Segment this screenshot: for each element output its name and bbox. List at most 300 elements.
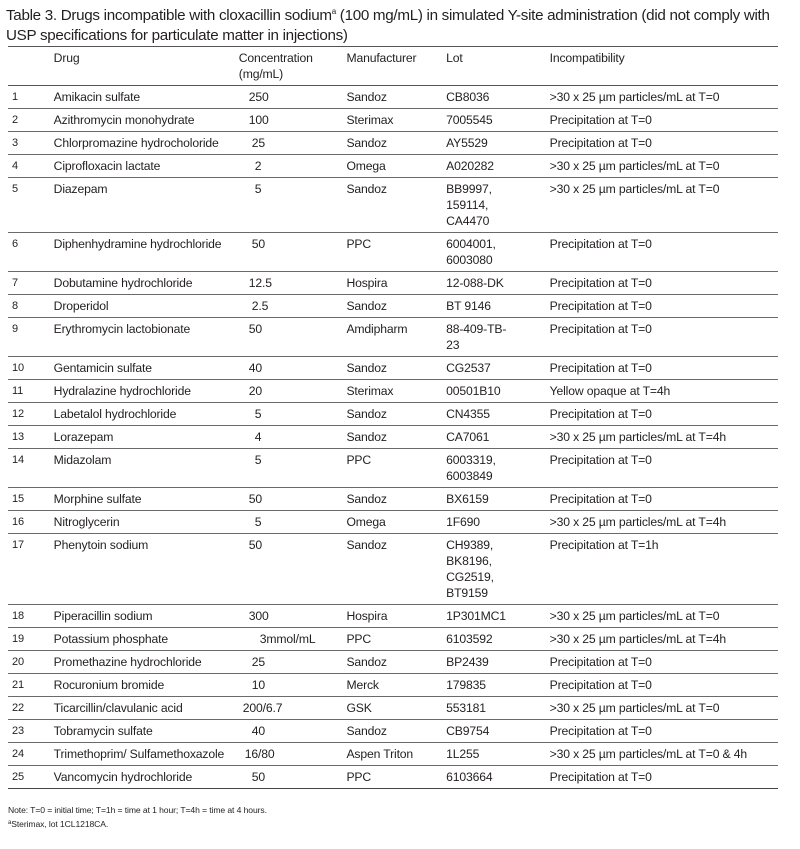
lot-number: 7005545 [446, 113, 493, 127]
concentration-cell [239, 488, 347, 511]
drug-name-cell [54, 605, 239, 628]
table-row [8, 357, 778, 380]
manufacturer: PPC [346, 632, 372, 646]
row-number-cell [8, 426, 54, 449]
lot-number-cell [446, 426, 550, 449]
row-number-cell [8, 766, 54, 789]
lot-number: A020282 [446, 159, 494, 173]
manufacturer: Hospira [346, 609, 388, 623]
table-row [8, 233, 778, 272]
manufacturer-cell [346, 511, 446, 534]
concentration-cell [239, 233, 347, 272]
lot-number-cell [446, 651, 550, 674]
lot-number-cell [446, 403, 550, 426]
drug-name-cell [54, 403, 239, 426]
lot-number: 1P301MC1 [446, 609, 506, 623]
concentration-cell [239, 766, 347, 789]
row-number: 18 [12, 610, 24, 622]
table-row [8, 488, 778, 511]
table-row [8, 511, 778, 534]
lot-number: BB9997, 159114, CA4470 [446, 182, 492, 228]
manufacturer: Sandoz [346, 492, 387, 506]
lot-number: 179835 [446, 678, 486, 692]
footnote-marker: a [8, 820, 12, 826]
table-row [8, 605, 778, 628]
manufacturer: Aspen Triton [346, 747, 414, 761]
concentration-cell [239, 628, 347, 651]
table-row [8, 697, 778, 720]
concentration: 300 [248, 609, 269, 623]
manufacturer-cell [346, 86, 446, 109]
concentration: 5 [254, 407, 262, 421]
concentration-cell [239, 449, 347, 488]
concentration: 5 [254, 182, 262, 196]
row-number: 2 [12, 114, 18, 126]
row-number-cell [8, 109, 54, 132]
incompatibility: Precipitation at T=0 [549, 770, 652, 784]
row-number: 3 [12, 137, 18, 149]
row-number-cell [8, 628, 54, 651]
header-manufacturer: Manufacturer [346, 51, 417, 65]
incompatibility-cell [550, 357, 778, 380]
footnote-line [8, 817, 267, 831]
drug-name-cell [54, 132, 239, 155]
caption-superscript: a [331, 7, 336, 16]
drug-name-cell [54, 155, 239, 178]
manufacturer-cell [346, 674, 446, 697]
drug-name-cell [54, 697, 239, 720]
row-number-cell [8, 272, 54, 295]
manufacturer: Omega [346, 159, 386, 173]
manufacturer-cell [346, 403, 446, 426]
concentration-cell [239, 357, 347, 380]
manufacturer-cell [346, 318, 446, 357]
table-row [8, 534, 778, 605]
caption-suffix: (100 mg/mL) in simulated Y-site administration (did not comply with USP specifications for particulate matter in injections) [6, 7, 770, 44]
manufacturer-cell [346, 605, 446, 628]
manufacturer-cell [346, 155, 446, 178]
lot-number-cell [446, 132, 550, 155]
concentration: 2 [254, 159, 262, 173]
concentration-cell [239, 380, 347, 403]
drug-name-cell [54, 178, 239, 233]
concentration: 250 [248, 90, 269, 104]
concentration: 50 [251, 237, 266, 251]
lot-number-cell [446, 766, 550, 789]
row-number-cell [8, 295, 54, 318]
drug-name-cell [54, 449, 239, 488]
concentration-cell [239, 534, 347, 605]
table-row [8, 674, 778, 697]
lot-number: 12-088-DK [446, 276, 504, 290]
drug-name: Vancomycin hydrochloride [53, 770, 193, 784]
manufacturer: PPC [346, 770, 372, 784]
row-number-cell [8, 318, 54, 357]
incompatibility: Precipitation at T=0 [549, 276, 652, 290]
drug-name-cell [54, 651, 239, 674]
drug-name: Labetalol hydrochloride [53, 407, 177, 421]
lot-number: CN4355 [446, 407, 490, 421]
table-row [8, 403, 778, 426]
incompatibility-cell [550, 380, 778, 403]
row-number: 13 [12, 431, 24, 443]
header-num [8, 47, 54, 86]
concentration: 2.5 [251, 299, 269, 313]
table-row [8, 318, 778, 357]
table-row [8, 295, 778, 318]
concentration: 25 [251, 136, 266, 150]
lot-number-cell [446, 86, 550, 109]
table-caption [6, 2, 786, 46]
manufacturer: Hospira [346, 276, 388, 290]
table-row [8, 155, 778, 178]
incompatibility: Precipitation at T=0 [549, 136, 652, 150]
lot-number: AY5529 [446, 136, 488, 150]
table-row [8, 132, 778, 155]
incompatibility: Precipitation at T=1h [549, 538, 659, 552]
lot-number-cell [446, 272, 550, 295]
lot-number-cell [446, 318, 550, 357]
row-number: 15 [12, 493, 24, 505]
incompatibility: Yellow opaque at T=4h [549, 384, 671, 398]
table-row [8, 449, 778, 488]
incompatibility: Precipitation at T=0 [549, 655, 652, 669]
lot-number-cell [446, 178, 550, 233]
row-number: 14 [12, 454, 24, 466]
manufacturer-cell [346, 720, 446, 743]
incompatibility: >30 x 25 µm particles/mL at T=4h [549, 632, 726, 646]
drug-name: Azithromycin monohydrate [53, 113, 195, 127]
concentration: 10 [251, 678, 266, 692]
drug-name-cell [54, 295, 239, 318]
incompatibility: Precipitation at T=0 [549, 407, 652, 421]
concentration: 50 [248, 492, 263, 506]
concentration: 40 [248, 361, 263, 375]
incompatibility-table [8, 46, 778, 789]
manufacturer: Sterimax [346, 384, 394, 398]
manufacturer-cell [346, 380, 446, 403]
note-line: Note: T=0 = initial time; T=1h = time at 1 hour; T=4h = time at 4 hours. [8, 805, 267, 815]
incompatibility-cell [550, 132, 778, 155]
drug-name-cell [54, 380, 239, 403]
row-number-cell [8, 534, 54, 605]
manufacturer-cell [346, 426, 446, 449]
lot-number-cell [446, 511, 550, 534]
concentration: 4 [254, 430, 262, 444]
lot-number-cell [446, 534, 550, 605]
drug-name-cell [54, 628, 239, 651]
incompatibility-cell [550, 403, 778, 426]
incompatibility: Precipitation at T=0 [549, 361, 652, 375]
concentration-cell [239, 511, 347, 534]
row-number-cell [8, 403, 54, 426]
drug-name: Phenytoin sodium [53, 538, 149, 552]
manufacturer-cell [346, 449, 446, 488]
concentration-cell [239, 86, 347, 109]
manufacturer-cell [346, 488, 446, 511]
drug-name-cell [54, 720, 239, 743]
drug-name: Hydralazine hydrochloride [53, 384, 191, 398]
concentration-cell [239, 109, 347, 132]
manufacturer-cell [346, 357, 446, 380]
row-number: 17 [12, 539, 24, 551]
lot-number-cell [446, 155, 550, 178]
row-number: 25 [12, 771, 24, 783]
incompatibility-cell [550, 534, 778, 605]
drug-name: Chlorpromazine hydrocholoride [53, 136, 219, 150]
incompatibility-cell [550, 86, 778, 109]
incompatibility-cell [550, 674, 778, 697]
manufacturer: Sandoz [346, 655, 387, 669]
row-number-cell [8, 380, 54, 403]
row-number: 4 [12, 160, 18, 172]
incompatibility-cell [550, 449, 778, 488]
drug-name: Tobramycin sulfate [53, 724, 153, 738]
incompatibility-cell [550, 651, 778, 674]
incompatibility-cell [550, 318, 778, 357]
lot-number-cell [446, 743, 550, 766]
drug-name: Rocuronium bromide [53, 678, 165, 692]
lot-number-cell [446, 380, 550, 403]
manufacturer-cell [346, 743, 446, 766]
manufacturer: Sandoz [346, 430, 387, 444]
drug-name-cell [54, 109, 239, 132]
lot-number-cell [446, 357, 550, 380]
row-number-cell [8, 132, 54, 155]
concentration: 100 [248, 113, 269, 127]
incompatibility: >30 x 25 µm particles/mL at T=0 [549, 609, 720, 623]
manufacturer: Sandoz [346, 361, 387, 375]
manufacturer-cell [346, 534, 446, 605]
row-number: 12 [12, 408, 24, 420]
incompatibility: Precipitation at T=0 [549, 322, 652, 336]
drug-name: Droperidol [53, 299, 109, 313]
incompatibility-cell [550, 109, 778, 132]
incompatibility: Precipitation at T=0 [549, 492, 652, 506]
row-number: 19 [12, 633, 24, 645]
lot-number: BT 9146 [446, 299, 491, 313]
lot-number: CG2537 [446, 361, 491, 375]
drug-name: Trimethoprim/ Sulfamethoxazole [53, 747, 225, 761]
manufacturer: Merck [346, 678, 379, 692]
manufacturer-cell [346, 628, 446, 651]
drug-name: Morphine sulfate [53, 492, 142, 506]
row-number-cell [8, 674, 54, 697]
row-number: 11 [12, 385, 24, 397]
manufacturer: Sterimax [346, 113, 394, 127]
row-number-cell [8, 178, 54, 233]
incompatibility-cell [550, 488, 778, 511]
row-number-cell [8, 720, 54, 743]
drug-name-cell [54, 674, 239, 697]
incompatibility: >30 x 25 µm particles/mL at T=0 [549, 182, 720, 196]
row-number: 24 [12, 748, 24, 760]
manufacturer-cell [346, 109, 446, 132]
row-number: 20 [12, 656, 24, 668]
incompatibility-cell [550, 720, 778, 743]
concentration: 25 [251, 655, 266, 669]
incompatibility: Precipitation at T=0 [549, 299, 652, 313]
row-number-cell [8, 605, 54, 628]
footnote-text: Sterimax, lot 1CL1218CA. [11, 819, 109, 829]
manufacturer: Sandoz [346, 724, 387, 738]
concentration-cell [239, 743, 347, 766]
table-row [8, 86, 778, 109]
drug-name: Amikacin sulfate [53, 90, 141, 104]
lot-number-cell [446, 605, 550, 628]
lot-number-cell [446, 697, 550, 720]
concentration-cell [239, 674, 347, 697]
incompatibility-cell [550, 743, 778, 766]
drug-name: Lorazepam [53, 430, 114, 444]
concentration-cell [239, 697, 347, 720]
manufacturer-cell [346, 233, 446, 272]
drug-name-cell [54, 272, 239, 295]
incompatibility: >30 x 25 µm particles/mL at T=0 [549, 701, 720, 715]
table-row [8, 628, 778, 651]
manufacturer: Sandoz [346, 299, 387, 313]
incompatibility-cell [550, 295, 778, 318]
row-number-cell [8, 449, 54, 488]
header-concentration: Concentration (mg/mL) [238, 51, 313, 81]
row-number: 6 [12, 238, 18, 250]
drug-name-cell [54, 426, 239, 449]
table-header-row [8, 47, 778, 86]
concentration-cell [239, 272, 347, 295]
incompatibility: >30 x 25 µm particles/mL at T=0 [549, 159, 720, 173]
lot-number: CB9754 [446, 724, 490, 738]
table-row [8, 380, 778, 403]
table-row [8, 651, 778, 674]
table-row [8, 426, 778, 449]
incompatibility-cell [550, 233, 778, 272]
header-drug: Drug [53, 51, 80, 65]
row-number: 23 [12, 725, 24, 737]
manufacturer: Sandoz [346, 538, 387, 552]
manufacturer: GSK [346, 701, 372, 715]
table-row [8, 720, 778, 743]
drug-name: Midazolam [53, 453, 112, 467]
lot-number-cell [446, 449, 550, 488]
concentration: 20 [248, 384, 263, 398]
row-number: 7 [12, 277, 18, 289]
concentration-cell [239, 178, 347, 233]
table-body [8, 86, 778, 789]
concentration: 50 [248, 322, 263, 336]
row-number: 8 [12, 300, 18, 312]
lot-number: 6003319, 6003849 [446, 453, 496, 483]
incompatibility: Precipitation at T=0 [549, 113, 652, 127]
drug-name: Ticarcillin/clavulanic acid [53, 701, 183, 715]
lot-number-cell [446, 109, 550, 132]
concentration-cell [239, 132, 347, 155]
incompatibility-cell [550, 697, 778, 720]
manufacturer-cell [346, 697, 446, 720]
drug-name-cell [54, 357, 239, 380]
drug-name-cell [54, 488, 239, 511]
incompatibility: >30 x 25 µm particles/mL at T=0 [549, 90, 720, 104]
row-number: 21 [12, 679, 24, 691]
lot-number-cell [446, 295, 550, 318]
drug-name-cell [54, 743, 239, 766]
row-number: 16 [12, 516, 24, 528]
drug-name-cell [54, 534, 239, 605]
concentration-cell [239, 426, 347, 449]
incompatibility: >30 x 25 µm particles/mL at T=4h [549, 430, 726, 444]
concentration: 40 [251, 724, 266, 738]
drug-name-cell [54, 86, 239, 109]
incompatibility: >30 x 25 µm particles/mL at T=4h [549, 515, 726, 529]
incompatibility: Precipitation at T=0 [549, 678, 652, 692]
manufacturer: Sandoz [346, 136, 387, 150]
row-number: 9 [12, 323, 18, 335]
row-number-cell [8, 357, 54, 380]
manufacturer-cell [346, 178, 446, 233]
lot-number: 553181 [446, 701, 486, 715]
table-row [8, 109, 778, 132]
incompatibility-cell [550, 178, 778, 233]
row-number-cell [8, 155, 54, 178]
lot-number: 1L255 [446, 747, 480, 761]
row-number: 5 [12, 183, 18, 195]
drug-name: Potassium phosphate [53, 632, 169, 646]
header-lot: Lot [446, 51, 463, 65]
concentration-cell [239, 318, 347, 357]
drug-name: Dobutamine hydrochloride [53, 276, 193, 290]
concentration-cell [239, 295, 347, 318]
manufacturer: PPC [346, 453, 372, 467]
concentration-cell [239, 651, 347, 674]
incompatibility: Precipitation at T=0 [549, 237, 652, 251]
lot-number: 88-409-TB-23 [446, 322, 507, 352]
drug-name-cell [54, 766, 239, 789]
lot-number-cell [446, 233, 550, 272]
concentration: 5 [254, 453, 262, 467]
manufacturer: Sandoz [346, 182, 387, 196]
incompatibility-cell [550, 272, 778, 295]
row-number-cell [8, 511, 54, 534]
lot-number-cell [446, 488, 550, 511]
lot-number: 1F690 [446, 515, 480, 529]
drug-name: Diphenhydramine hydrochloride [53, 237, 222, 251]
concentration: 3mmol/mL [259, 632, 316, 646]
concentration-cell [239, 403, 347, 426]
manufacturer-cell [346, 766, 446, 789]
lot-number: BX6159 [446, 492, 489, 506]
drug-name-cell [54, 511, 239, 534]
manufacturer-cell [346, 295, 446, 318]
drug-name: Piperacillin sodium [53, 609, 153, 623]
drug-name: Erythromycin lactobionate [53, 322, 191, 336]
incompatibility: Precipitation at T=0 [549, 724, 652, 738]
incompatibility-cell [550, 605, 778, 628]
lot-number: 6004001, 6003080 [446, 237, 496, 267]
drug-name-cell [54, 318, 239, 357]
incompatibility-cell [550, 426, 778, 449]
manufacturer: Amdipharm [346, 322, 408, 336]
concentration-cell [239, 720, 347, 743]
lot-number: 6103592 [446, 632, 493, 646]
incompatibility-cell [550, 155, 778, 178]
lot-number: BP2439 [446, 655, 489, 669]
drug-name: Gentamicin sulfate [53, 361, 152, 375]
concentration-cell [239, 605, 347, 628]
lot-number-cell [446, 628, 550, 651]
row-number-cell [8, 697, 54, 720]
row-number-cell [8, 651, 54, 674]
drug-name: Nitroglycerin [53, 515, 120, 529]
concentration: 200/6.7 [242, 701, 283, 715]
